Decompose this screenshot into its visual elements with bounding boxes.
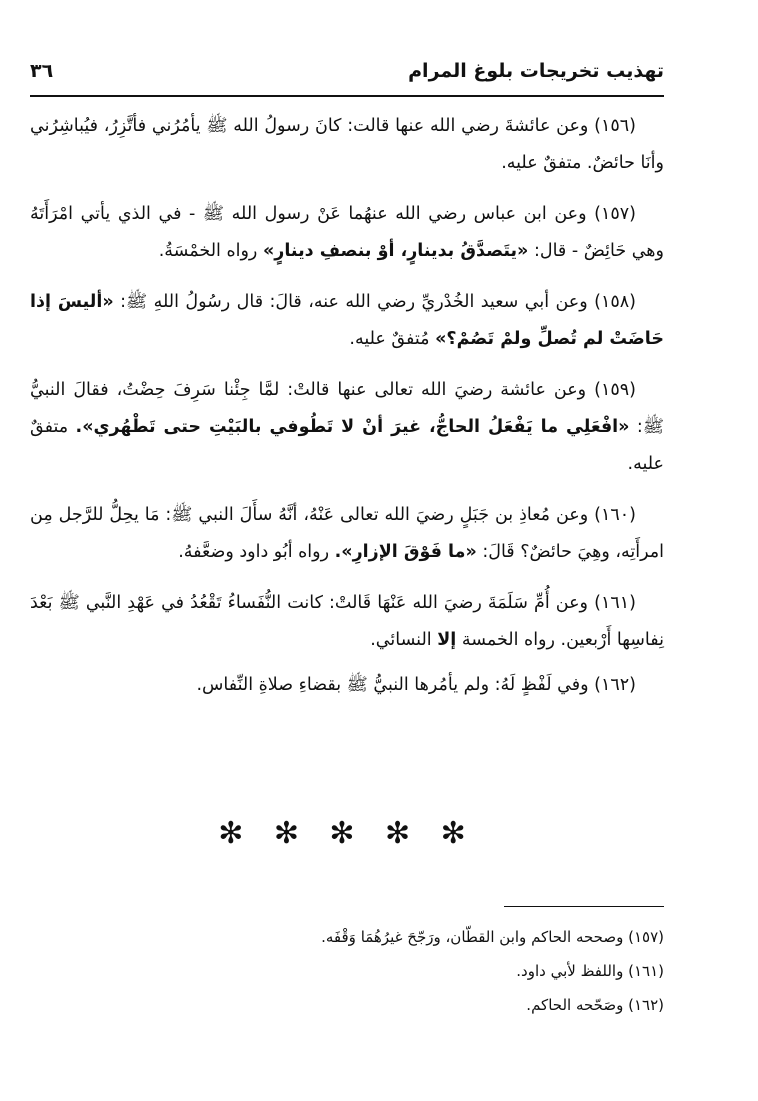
hadith-quote: «ما فَوْقَ الإزارِ». [334,542,477,562]
hadith-160 [30,497,664,571]
hadith-number: (١٥٩) [594,380,636,400]
hadith-text: وعن أُمِّ سَلَمَةَ رضيَ الله عَنْهَا قَالتْ: كانت النُّفَساءُ تَقْعُدُ في عَهْدِ النَّبي ﷺ بَعْدَ نِفاسِها أَرْبعين. رواه الخمسة [30,593,664,650]
hadith-156 [30,108,664,182]
hadith-text: وعن مُعاذِ بن جَبَلٍ رضيَ الله تعالى عَنْهُ، أنَّهُ سأَلَ النبي ﷺ: مَا يحِلُّ للرَّجل مِن امرأَتِه، وهِيَ حائضٌ؟ قَالَ: [30,505,664,562]
book-title: تهذيب تخريجات بلوغ المرام [408,60,664,82]
hadith-number: (١٥٦) [594,116,636,136]
hadith-158 [30,284,664,358]
hadith-source: مُتفقٌ عليه. [349,329,430,349]
hadith-text: وعن عائشةَ رضي الله عنها قالت: كانَ رسولُ الله ﷺ يأمُرُني فأتَّزِرُ، فيُباشِرُني وأنَا حائضٌ. متفقٌ عليه. [30,116,664,173]
hadith-source: النسائي. [370,630,432,650]
page-number: ٣٦ [30,60,54,82]
hadith-162 [30,667,664,704]
hadith-text: وعن عائشة رضيَ الله تعالى عنها قالتْ: لمَّا جِئْنا سَرِفَ حِضْتُ، فقالَ النبيُّ ﷺ: [30,380,664,437]
footnote-157: (١٥٧) وصححه الحاكم وابن القطّان، ورَجّحَ غيرُهُمَا وَقْفَه. [321,928,664,946]
hadith-text: وفي لَفْظٍ لَهُ: ولم يأمُرها النبيُّ ﷺ بقضاءِ صلاةِ النِّفاس. [196,675,589,695]
hadith-quote: «يتَصدَّقُ بدينارٍ، أوْ بنصفِ دينارٍ» [262,241,529,261]
hadith-source: متفقٌ عليه. [30,417,664,474]
hadith-quote: «افْعَلِي ما يَفْعَلُ الحاجُّ، غيرَ أنْ لا تَطُوفي بالبَيْتِ حتى تَطْهُري». [75,417,630,437]
hadith-number: (١٦٢) [594,675,636,695]
hadith-source: رواه أبُو داود وضعَّفهُ. [178,542,330,562]
hadith-text-body [30,108,664,718]
hadith-number: (١٥٧) [594,204,636,224]
hadith-text: وعن ابن عباس رضي الله عنهُما عَنْ رسول الله ﷺ - في الذي يأتي امْرَأَتَهُ وهي حَائِضٌ - قال: [30,204,664,261]
hadith-text: وعن أبي سعيد الخُدْريِّ رضي الله عنه، قالَ: قال رسُولُ اللهِ ﷺ: [120,292,588,312]
hadith-157 [30,196,664,270]
hadith-number: (١٦٠) [594,505,636,525]
running-header [30,56,664,92]
footnote-rule [504,906,664,907]
footnote-161: (١٦١) واللفظ لأبي داود. [516,962,664,980]
header-rule [30,95,664,97]
hadith-161 [30,585,664,659]
hadith-quote: «أليسَ إذا حَاضَتْ لم تُصلِّ ولمْ تَصُمْ؟» [30,292,664,349]
footnote-162: (١٦٢) وصَحّحه الحاكم. [526,996,664,1014]
hadith-quote: إلا [437,630,457,650]
section-separator: ✻ ✻ ✻ ✻ ✻ [218,816,476,851]
hadith-number: (١٥٨) [594,292,636,312]
hadith-159 [30,372,664,483]
hadith-source: رواه الخمْسَةُ. [158,241,258,261]
hadith-number: (١٦١) [594,593,636,613]
footnotes [30,920,664,1022]
